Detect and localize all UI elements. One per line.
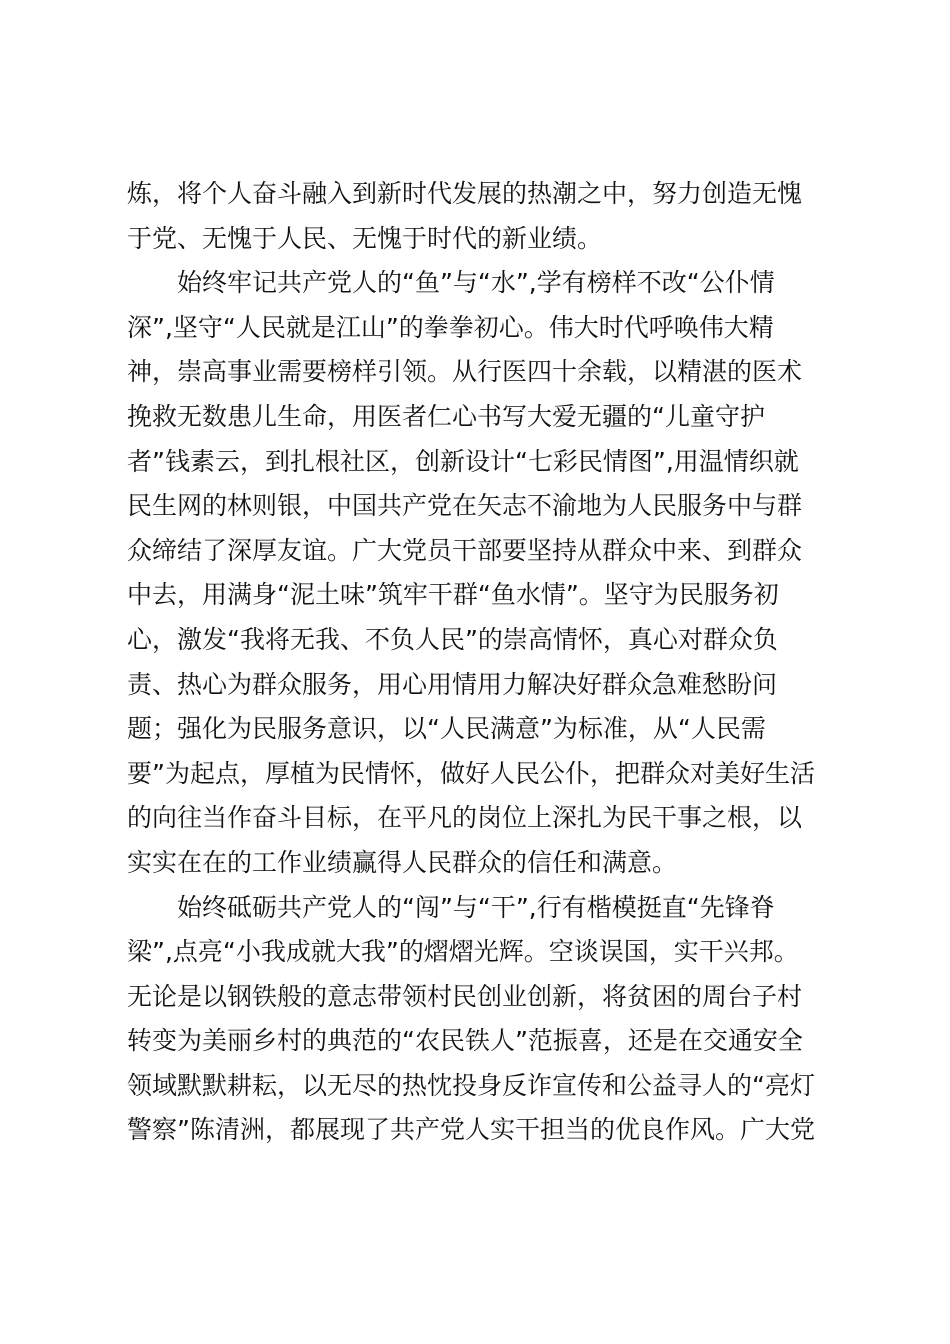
text-line-14: 要”为起点，厚植为民情怀，做好人民公仆，把群众对美好生活 <box>127 758 815 788</box>
body-text <box>127 172 833 1153</box>
text-line-11: 心，激发“我将无我、不负人民”的崇高情怀，真心对群众负 <box>127 624 778 654</box>
text-line-17: 始终砥砺共产党人的“闯”与“干”,行有楷模挺直“先锋脊 <box>177 892 775 922</box>
text-line-18: 梁”,点亮“小我成就大我”的熠熠光辉。空谈误国，实干兴邦。 <box>127 937 799 967</box>
text-line-2: 于党、无愧于人民、无愧于时代的新业绩。 <box>127 223 603 253</box>
text-line-5: 神，崇高事业需要榜样引领。从行医四十余载，以精湛的医术 <box>127 357 803 387</box>
text-line-12: 责、热心为群众服务，用心用情用力解决好群众急难愁盼问 <box>127 669 778 699</box>
text-line-19: 无论是以钢铁般的意志带领村民创业创新，将贫困的周台子村 <box>127 981 803 1011</box>
text-line-16: 实实在在的工作业绩赢得人民群众的信任和满意。 <box>127 847 678 877</box>
text-line-8: 民生网的林则银，中国共产党在矢志不渝地为人民服务中与群 <box>127 491 803 521</box>
text-line-9: 众缔结了深厚友谊。广大党员干部要坚持从群众中来、到群众 <box>127 535 803 565</box>
text-line-21: 领域默默耕耘，以无尽的热忱投身反诈宣传和公益寻人的“亮灯 <box>127 1070 815 1100</box>
text-line-10: 中去，用满身“泥土味”筑牢干群“鱼水情”。坚守为民服务初 <box>127 580 779 610</box>
text-line-22: 警察”陈清洲，都展现了共产党人实干担当的优良作风。广大党 <box>127 1115 815 1145</box>
text-line-7: 者”钱素云，到扎根社区，创新设计“七彩民情图”,用温情织就 <box>127 446 799 476</box>
text-line-6: 挽救无数患儿生命，用医者仁心书写大爱无疆的“儿童守护 <box>127 401 765 431</box>
text-line-20: 转变为美丽乡村的典范的“农民铁人”范振喜，还是在交通安全 <box>127 1026 803 1056</box>
text-line-13: 题；强化为民服务意识，以“人民满意”为标准，从“人民需 <box>127 714 766 744</box>
text-line-4: 深”,坚守“人民就是江山”的拳拳初心。伟大时代呼唤伟大精 <box>127 312 774 342</box>
text-line-1: 炼，将个人奋斗融入到新时代发展的热潮之中，努力创造无愧 <box>127 179 803 208</box>
text-line-3: 始终牢记共产党人的“鱼”与“水”,学有榜样不改“公仆情 <box>177 268 775 298</box>
text-line-15: 的向往当作奋斗目标，在平凡的岗位上深扎为民干事之根，以 <box>127 803 803 833</box>
